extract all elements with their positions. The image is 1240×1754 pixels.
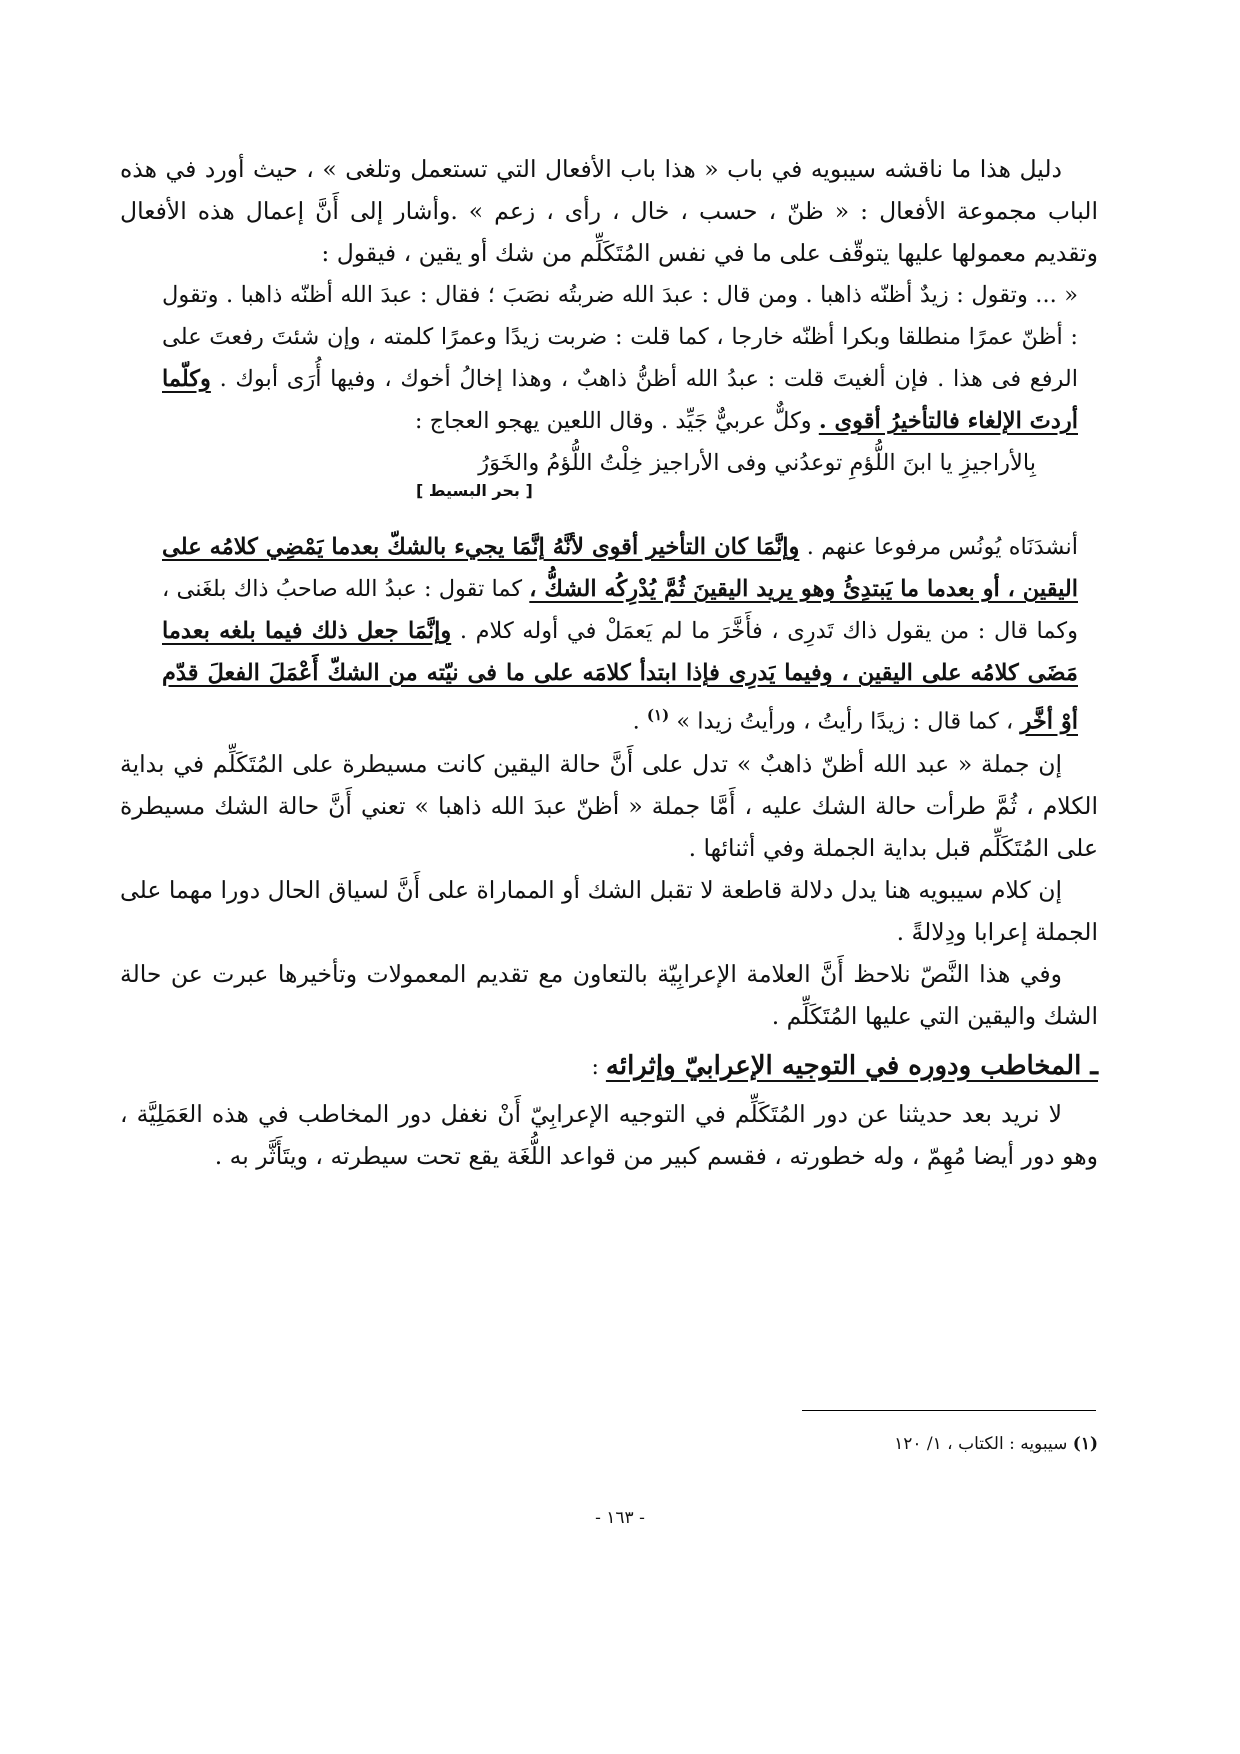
quote-bold-underlined: وإنَّمَا جعل ذلك فيما بلغه بعدما مَضَى كلامُه على اليقين ، وفيما يَدرِى فإذا ابتدأ كلامَه على ما فى نيّته من الشكّ أَعْمَلَ الفعلَ قدّم أوْ أخَّر: [162, 618, 1078, 735]
paragraph-analysis-3: وفي هذا النَّصّ نلاحظ أَنَّ العلامة الإعرابِيّة بالتعاون مع تقديم المعمولات وتأخيرها عبرت عن حالة الشك واليقين التي عليها المُتَكَلِّم .: [120, 959, 1098, 1030]
paragraph-analysis-1: إن جملة « عبد الله أظنّ ذاهبٌ » تدل على أَنَّ حالة اليقين كانت مسيطرة على المُتَكَلِّم في بداية الكلام ، ثُمَّ طرأت حالة الشك عليه ، أَمَّا جملة « أظنّ عبدَ الله ذاهبا » تعني أَنَّ حالة الشك مسيطرة على المُتَكَلِّم قبل بداية الجملة وفي أثنائها .: [120, 749, 1098, 862]
paragraph-addressee: لا نريد بعد حديثنا عن دور المُتَكَلِّم في التوجيه الإعرابِيّ أَنْ نغفل دور المخاطب في هذه العَمَلِيَّة ، وهو دور أيضا مُهِمّ ، وله خطورته ، فقسم كبير من قواعد اللُّغَة يقع تحت سيطرته ، ويتَأَثَّر به .: [120, 1099, 1098, 1170]
verse-line: بِالأراجيزِ يا ابنَ اللُّؤمِ توعدُني وفى الأراجيز خِلْتُ اللُّؤمُ والخَوَرُ: [478, 450, 1036, 476]
quote-bold-underlined: وإنَّمَا كان التأخير أقوى لأنَّهُ إنَّمَا يجيء بالشكّ بعدما يَمْضِي كلامُه على اليقين ، أو بعدما ما يَبتدِئُ وهو يريد اليقينَ ثُمَّ يُدْرِكُه الشكُّ ،: [162, 534, 1078, 602]
footnote-separator: [802, 1410, 1096, 1411]
footnote-number: (١): [1072, 1434, 1098, 1454]
quote-bold-underlined: وكلّما أردتَ الإلغاء فالتأخيرُ أقوى .: [162, 366, 1078, 434]
quote-text: « ... وتقول : زيدٌ أظنّه ذاهبا . ومن قال : عبدَ الله ضربتُه نصَبَ ؛ فقال : عبدَ الله أظنّه ذاهبا . وتقول : أظنّ عمرًا منطلقا وبكرا أظنّه خارجا ، كما قلت : ضربت زيدًا وعمرًا كلمته ، وإن شئتَ رفعتَ على الرفع فى هذا . فإن ألغيتَ قلت : عبدُ الله أظنُّ ذاهبٌ ، وهذا إخالُ أخوك ، وفيها أُرَى أبوك .: [162, 282, 1078, 392]
section-heading-colon: :: [591, 1054, 606, 1080]
quote-text: وكلٌّ عربيٌّ جَيِّد . وقال اللعين يهجو العجاج :: [414, 408, 819, 434]
quote-text: كما تقول : عبدُ الله صاحبُ ذاك بلغَنى ، وكما قال : من يقول ذاك تَدرِى ، فأَخَّرَ ما لم يَعمَلْ في أوله كلام .: [162, 576, 1078, 644]
paragraph-intro: دليل هذا ما ناقشه سيبويه في باب « هذا باب الأفعال التي تستعمل وتلغى » ، حيث أورد في هذه الباب مجموعة الأفعال : « ظنّ ، حسب ، خال ، رأى ، زعم » .وأشار إلى أَنَّ إعمال هذه الأفعال وتقديم معمولها عليها يتوقّف على ما في نفس المُتَكَلِّم من شك أو يقين ، فيقول :: [120, 155, 1098, 267]
footnote-text: سيبويه : الكتاب ، ١/ ١٢٠: [894, 1434, 1073, 1454]
quote-text: أنشدَنَاه يُونُس مرفوعا عنهم .: [799, 534, 1078, 560]
paragraph-analysis-2: إن كلام سيبويه هنا يدل دلالة قاطعة لا تقبل الشك أو المماراة على أَنَّ لسياق الحال دورا مهما على الجملة إعرابا ودِلالةً .: [120, 875, 1098, 946]
footnote-marker: (١): [646, 706, 670, 724]
poetry-verse: [120, 442, 1098, 526]
section-heading-text: ـ المخاطب ودوره في التوجيه الإعرابيّ وإثرائه: [605, 1050, 1098, 1081]
quote-sibawayh-2: [162, 526, 1078, 743]
quote-sibawayh-1: [162, 274, 1078, 442]
section-heading: [120, 1043, 1098, 1091]
verse-meter-label: [ بحر البسيط ]: [416, 481, 533, 500]
page-body: [120, 148, 1098, 1177]
footnote: [894, 1430, 1098, 1458]
quote-text: ، كما قال : زيدًا رأيتُ ، ورأيتُ زيدا »: [676, 708, 1021, 735]
page-number: - ١٦٣ -: [595, 1508, 645, 1528]
quote-end: .: [632, 708, 647, 735]
